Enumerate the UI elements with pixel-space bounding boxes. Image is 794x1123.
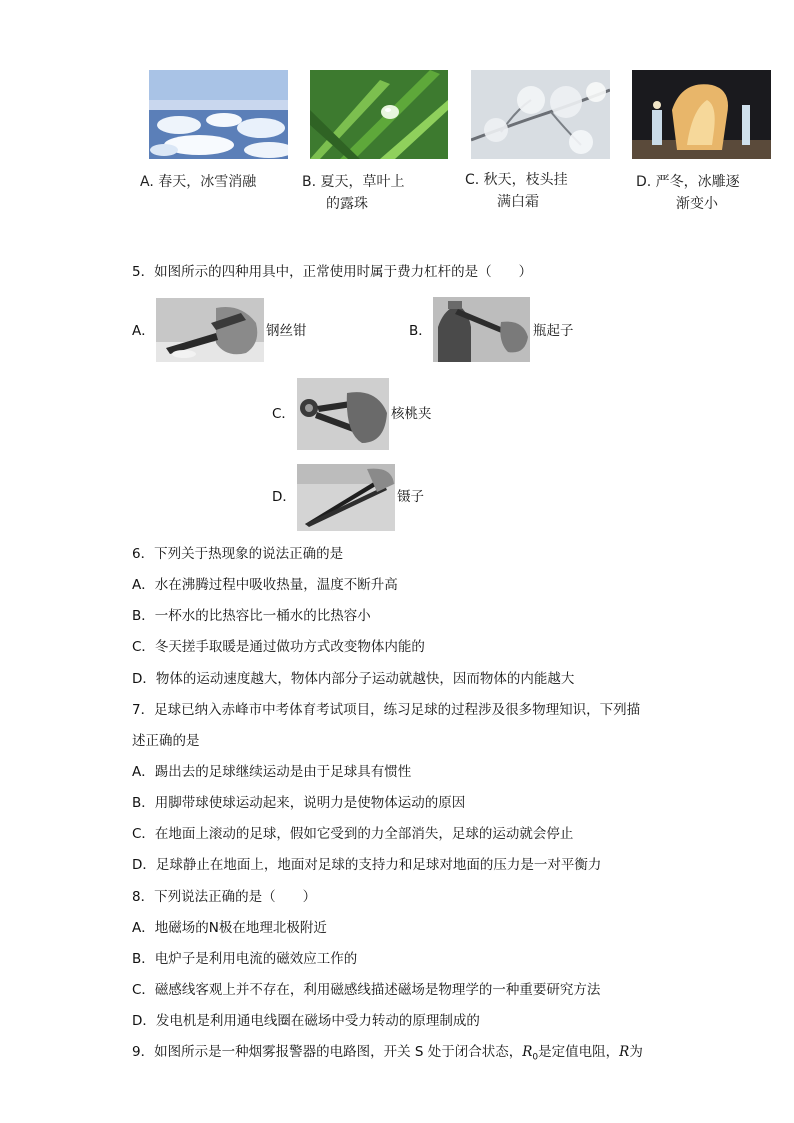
photo-frost-on-branch bbox=[471, 70, 610, 159]
q5-option-b-name: 瓶起子 bbox=[533, 323, 574, 339]
r-symbol: R bbox=[619, 1044, 630, 1060]
photo-tweezers bbox=[297, 464, 395, 531]
q9-stem-part-c: 为 bbox=[629, 1044, 643, 1060]
q5-option-a-letter: A． bbox=[132, 323, 155, 339]
q9-stem bbox=[132, 1043, 643, 1067]
q8-option-a: A．地磁场的N极在地理北极附近 bbox=[132, 920, 327, 936]
q7-option-c: C．在地面上滚动的足球，假如它受到的力全部消失，足球的运动就会停止 bbox=[132, 826, 574, 842]
q4-option-c: C. 秋天，枝头挂 满白霜 bbox=[465, 172, 568, 210]
q6-option-b: B．一杯水的比热容比一桶水的比热容小 bbox=[132, 608, 371, 624]
q4-option-d: D. 严冬，冰雕逐 渐变小 bbox=[636, 174, 740, 212]
r0-subscript: 0 bbox=[532, 1052, 539, 1063]
q5-option-c-letter: C． bbox=[272, 406, 295, 422]
q6-option-c: C．冬天搓手取暖是通过做功方式改变物体内能的 bbox=[132, 639, 425, 655]
q5-option-d-name: 镊子 bbox=[397, 489, 424, 505]
q8-option-b: B．电炉子是利用电流的磁效应工作的 bbox=[132, 951, 358, 967]
photo-dew-on-grass bbox=[310, 70, 448, 159]
q8-stem: 8．下列说法正确的是（ ） bbox=[132, 889, 317, 905]
q6-stem: 6．下列关于热现象的说法正确的是 bbox=[132, 546, 344, 562]
q5-option-b-letter: B． bbox=[409, 323, 432, 339]
q6-option-d: D．物体的运动速度越大，物体内部分子运动就越快，因而物体的内能越大 bbox=[132, 671, 575, 687]
photo-nutcracker bbox=[297, 378, 389, 450]
q6-option-a: A．水在沸腾过程中吸收热量，温度不断升高 bbox=[132, 577, 398, 593]
q7-stem-line2: 述正确的是 bbox=[132, 733, 200, 749]
q4-option-a: A. 春天，冰雪消融 bbox=[140, 174, 257, 190]
q5-stem: 5．如图所示的四种用具中，正常使用时属于费力杠杆的是（ ） bbox=[132, 264, 533, 280]
q5-option-a-name: 钢丝钳 bbox=[266, 323, 307, 339]
q7-stem-line1: 7．足球已纳入赤峰市中考体育考试项目，练习足球的过程涉及很多物理知识，下列描 bbox=[132, 702, 641, 718]
q8-option-d: D．发电机是利用通电线圈在磁场中受力转动的原理制成的 bbox=[132, 1013, 480, 1029]
q9-stem-part-a: 9．如图所示是一种烟雾报警器的电路图，开关 S 处于闭合状态， bbox=[132, 1044, 523, 1060]
q8-option-c: C．磁感线客观上并不存在，利用磁感线描述磁场是物理学的一种重要研究方法 bbox=[132, 982, 601, 998]
q5-option-d-letter: D． bbox=[272, 489, 296, 505]
photo-ice-sculpture bbox=[632, 70, 771, 159]
q7-option-d: D．足球静止在地面上，地面对足球的支持力和足球对地面的压力是一对平衡力 bbox=[132, 857, 602, 873]
q9-stem-part-b: 是定值电阻， bbox=[538, 1044, 620, 1060]
q7-option-b: B．用脚带球使球运动起来，说明力是使物体运动的原因 bbox=[132, 795, 466, 811]
q4-option-b: B. 夏天，草叶上 的露珠 bbox=[302, 174, 405, 212]
photo-melting-snow bbox=[149, 70, 288, 159]
photo-wire-pliers bbox=[156, 298, 264, 362]
r0-symbol: R bbox=[522, 1044, 533, 1060]
photo-bottle-opener bbox=[433, 297, 530, 362]
q5-option-c-name: 核桃夹 bbox=[391, 406, 432, 422]
q7-option-a: A．踢出去的足球继续运动是由于足球具有惯性 bbox=[132, 764, 412, 780]
